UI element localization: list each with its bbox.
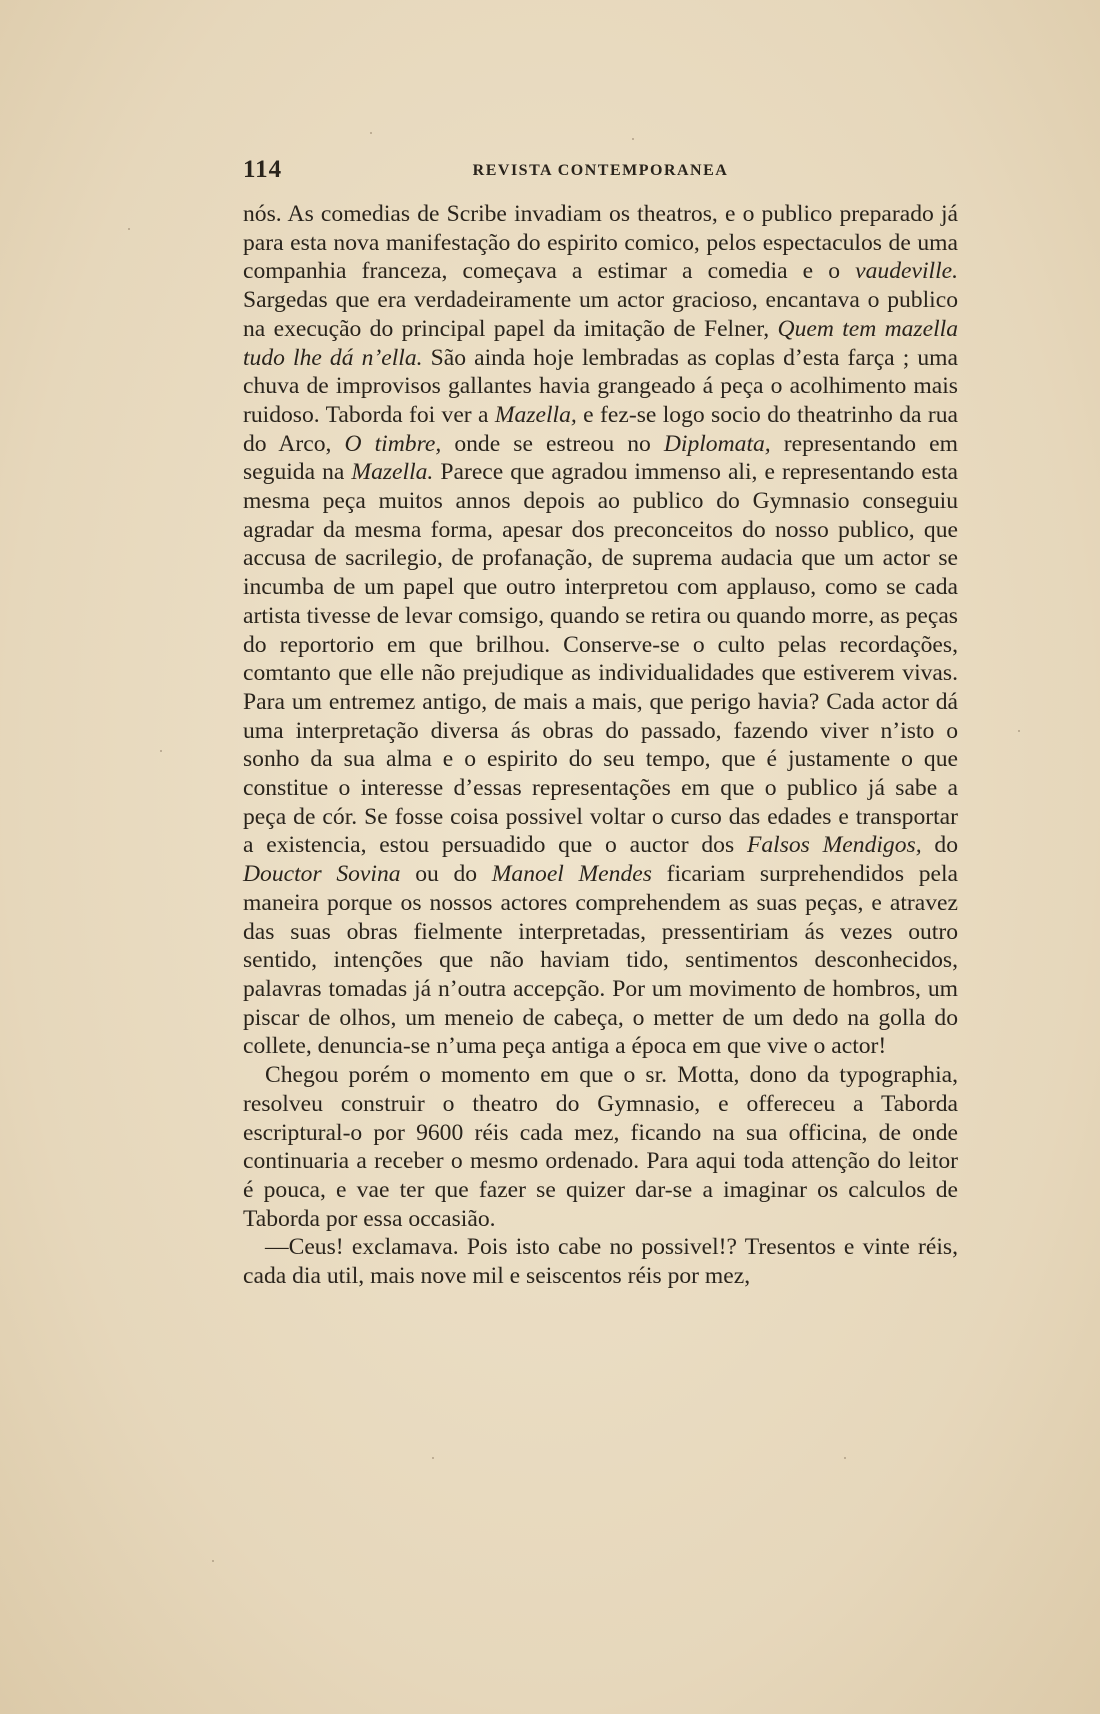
body-text	[243, 200, 958, 1291]
paper-speck	[844, 1457, 846, 1459]
text-run: São ainda hoje lembradas as coplas d’esta farça ; uma chuva de improvisos gallantes havia grangeado á peça o acolhimento mais ruidoso. Taborda foi ver a	[243, 344, 958, 428]
text-run: Chegou porém o momento em que o sr. Motta, dono da typographia, resolveu construir o theatro do Gymnasio, e offereceu a Taborda escriptural-o por 9600 réis cada mez, ficando na sua officina, de onde continuaria a receber o mesmo ordenado. Para aqui toda attenção do leitor é pouca, e vae ter que fazer se quizer dar-se a imaginar os calculos de Taborda por essa occasião.	[243, 1062, 958, 1232]
paper-speck	[128, 228, 130, 230]
page-number: 114	[243, 156, 283, 183]
paper-speck	[1018, 730, 1020, 732]
italic-run: vaudeville.	[855, 258, 958, 285]
text-run: ou do	[400, 861, 492, 888]
text-run: Parece que agradou immenso ali, e representando esta mesma peça muitos annos depois ao publico do Gymnasio conseguiu agradar da mesma forma, apesar dos preconceitos do nosso publico, que accusa de sacrilegio, de profanação, de suprema audacia que um actor se incumba de um papel que outro interpretou com applauso, como se cada artista tivesse de levar comsigo, quando se retira ou quando morre, as peças do reportorio em que brilhou. Conserve-se o culto pelas recordações, comtanto que elle não prejudique as individualidades que estiverem vivas. Para um entremez antigo, de mais a mais, que perigo havia? Cada actor dá uma interpretação diversa ás obras do passado, fazendo viver n’isto o sonho da sua alma e o espirito do seu tempo, que é justamente o que constitue o interesse d’essas representações em que o publico já sabe a peça de cór. Se fosse coisa possivel voltar o curso das edades e transportar a existencia, estou persuadido que o auctor dos	[243, 459, 959, 859]
italic-run: Diplomata,	[663, 430, 771, 457]
running-title: REVISTA CONTEMPORANEA	[472, 162, 729, 179]
italic-run: Manoel Mendes	[491, 861, 652, 888]
italic-run: Mazella,	[494, 401, 577, 428]
italic-run: Falsos Mendigos,	[746, 832, 922, 859]
paper-speck	[160, 750, 162, 752]
paragraph	[243, 1061, 958, 1233]
paper-speck	[632, 138, 634, 140]
text-run: nós. As comedias de Scribe invadiam os theatros, e o publico preparado já para esta nova manifestação do espirito comico, pelos espectaculos de uma companhia franceza, começava a estimar a comedia e o	[243, 201, 958, 285]
paper-speck	[212, 1560, 214, 1562]
page-header	[243, 156, 958, 186]
text-run: e fez-se logo socio do theatrinho da rua do Arco,	[243, 401, 958, 457]
text-run: —Ceus! exclamava. Pois isto cabe no possivel!? Tresentos e vinte réis, cada dia util, mais nove mil e seiscentos réis por mez,	[243, 1234, 958, 1290]
italic-run: Quem tem mazella tudo lhe dá n’ella.	[243, 315, 958, 371]
text-run: Sargedas que era verdadeiramente um actor gracioso, encantava o publico na execução do principal papel da imitação de Felner,	[243, 287, 958, 342]
italic-run: Mazella.	[351, 459, 434, 486]
text-run: ficariam surprehendidos pela maneira porque os nossos actores comprehendem as suas peças, e atravez das suas obras fielmente interpretadas, pressentiriam ás vezes outro sentido, intenções que não haviam tido, sentimentos desconhecidos, palavras tomadas já n’outra accepção. Por um movimento de hombros, um piscar de olhos, um meneio de cabeça, o metter de um dedo na golla do collete, denuncia-se n’uma peça antiga a época em que vive o actor!	[243, 861, 958, 1060]
paragraph	[243, 200, 958, 1061]
paper-speck	[432, 1457, 434, 1459]
italic-run: Douctor Sovina	[243, 861, 401, 888]
italic-run: O timbre,	[344, 430, 442, 457]
text-run: do	[921, 832, 958, 859]
paragraph	[243, 1233, 958, 1290]
text-run: onde se estreou no	[441, 430, 664, 457]
paper-speck	[370, 132, 372, 134]
text-run: representando em seguida na	[243, 430, 958, 486]
